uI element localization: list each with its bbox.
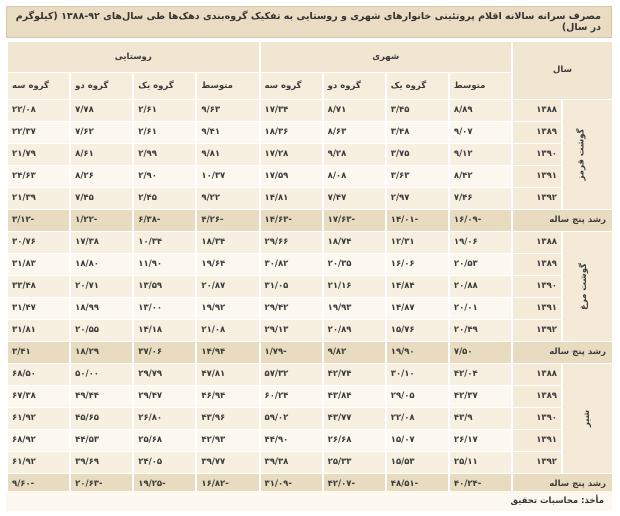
header-rural-group3: گروه سه bbox=[7, 73, 70, 100]
value-cell: ۱۴/۸۱ bbox=[260, 188, 323, 210]
header-year: سال bbox=[512, 42, 612, 100]
value-cell: ۸/۶۱ bbox=[70, 144, 133, 166]
value-cell: ۹/۰۷ bbox=[449, 122, 512, 144]
growth-row bbox=[7, 210, 612, 232]
table-row bbox=[7, 232, 612, 254]
table-row bbox=[7, 166, 612, 188]
value-cell: ۱۷/۵۹ bbox=[260, 166, 323, 188]
header-rural-group2: گروه دو bbox=[70, 73, 133, 100]
value-cell: ۳/۶۳ bbox=[386, 166, 449, 188]
value-cell: ۲۰/۳۵ bbox=[323, 254, 386, 276]
value-cell: ۱۸/۸۰ bbox=[70, 254, 133, 276]
value-cell: ۸/۴۲ bbox=[449, 166, 512, 188]
growth-value-cell: -۳۱/۰۹ bbox=[260, 474, 323, 496]
value-cell: ۴۳/۷۷ bbox=[323, 408, 386, 430]
growth-label: رشد پنج ساله bbox=[512, 342, 612, 364]
header-rural: روستایی bbox=[7, 42, 260, 73]
value-cell: ۴۳/۹۶ bbox=[196, 408, 259, 430]
value-cell: ۳۱/۴۷ bbox=[7, 298, 70, 320]
growth-label: رشد پنج ساله bbox=[512, 210, 612, 232]
year-cell: ۱۳۹۲ bbox=[512, 320, 562, 342]
category-label bbox=[562, 364, 612, 474]
growth-value-cell: -۲۰/۶۳ bbox=[70, 474, 133, 496]
category-label-text: گوشت قرمز bbox=[576, 128, 587, 181]
value-cell: ۸/۶۳ bbox=[323, 122, 386, 144]
table-row bbox=[7, 254, 612, 276]
value-cell: ۲۱/۷۹ bbox=[7, 144, 70, 166]
value-cell: ۴۹/۴۴ bbox=[70, 386, 133, 408]
value-cell: ۳۳/۴۸ bbox=[7, 276, 70, 298]
value-cell: ۱۲/۳۱ bbox=[386, 232, 449, 254]
value-cell: ۸/۲۶ bbox=[70, 166, 133, 188]
table-row bbox=[7, 144, 612, 166]
growth-label: رشد پنج ساله bbox=[512, 474, 612, 496]
value-cell: ۹/۲۲ bbox=[196, 188, 259, 210]
value-cell: ۷/۴۵ bbox=[70, 188, 133, 210]
growth-value-cell: -۳/۱۲ bbox=[7, 210, 70, 232]
header-urban-group3: گروه سه bbox=[260, 73, 323, 100]
value-cell: ۶۱/۹۲ bbox=[7, 452, 70, 474]
year-cell: ۱۳۸۹ bbox=[512, 386, 562, 408]
value-cell: ۲/۹۰ bbox=[133, 166, 196, 188]
value-cell: ۲۶/۱۷ bbox=[449, 430, 512, 452]
category-label-text: شیر bbox=[582, 409, 592, 428]
value-cell: ۳۱/۰۵ bbox=[260, 276, 323, 298]
growth-value-cell: -۱۴/۶۳ bbox=[260, 210, 323, 232]
value-cell: ۱۹/۹۲ bbox=[196, 298, 259, 320]
value-cell: ۷/۴۶ bbox=[449, 188, 512, 210]
year-cell: ۱۳۹۲ bbox=[512, 452, 562, 474]
value-cell: ۱۵/۰۷ bbox=[386, 430, 449, 452]
value-cell: ۴۶/۹۴ bbox=[196, 386, 259, 408]
growth-row bbox=[7, 342, 612, 364]
value-cell: ۹/۲۸ bbox=[323, 144, 386, 166]
value-cell: ۱۰/۳۷ bbox=[196, 166, 259, 188]
growth-value-cell: ۳/۴۱ bbox=[7, 342, 70, 364]
table-row bbox=[7, 408, 612, 430]
growth-value-cell: ۱۸/۲۹ bbox=[70, 342, 133, 364]
value-cell: ۵۹/۰۲ bbox=[260, 408, 323, 430]
header-urban-group1: گروه یک bbox=[386, 73, 449, 100]
value-cell: ۹/۸۱ bbox=[196, 144, 259, 166]
value-cell: ۲۱/۰۸ bbox=[196, 320, 259, 342]
value-cell: ۲۰/۸۷ bbox=[196, 276, 259, 298]
growth-value-cell: ۱۴/۹۴ bbox=[196, 342, 259, 364]
value-cell: ۲/۶۱ bbox=[133, 122, 196, 144]
value-cell: ۵۰/۰۰ bbox=[70, 364, 133, 386]
value-cell: ۲۱/۳۹ bbox=[7, 188, 70, 210]
year-cell: ۱۳۸۸ bbox=[512, 100, 562, 122]
value-cell: ۱۹/۶۴ bbox=[196, 254, 259, 276]
growth-value-cell: -۴۰/۲۴ bbox=[449, 474, 512, 496]
value-cell: ۲۹/۴۷ bbox=[133, 386, 196, 408]
table-body bbox=[7, 100, 612, 496]
growth-value-cell: -۶/۳۸ bbox=[133, 210, 196, 232]
value-cell: ۲/۹۹ bbox=[133, 144, 196, 166]
value-cell: ۲۰/۵۳ bbox=[449, 254, 512, 276]
value-cell: ۲۹/۴۲ bbox=[260, 298, 323, 320]
source-note: مأخذ: محاسبات تحقیق bbox=[6, 491, 612, 511]
value-cell: ۱۸/۷۴ bbox=[323, 232, 386, 254]
value-cell: ۱۵/۷۶ bbox=[386, 320, 449, 342]
value-cell: ۳۰/۷۶ bbox=[7, 232, 70, 254]
table-row bbox=[7, 452, 612, 474]
growth-value-cell: -۱۶/۸۲ bbox=[196, 474, 259, 496]
value-cell: ۱۸/۳۴ bbox=[196, 232, 259, 254]
value-cell: ۱۷/۲۸ bbox=[260, 144, 323, 166]
value-cell: ۲۰/۸۹ bbox=[323, 320, 386, 342]
value-cell: ۹/۱۲ bbox=[449, 144, 512, 166]
value-cell: ۲۹/۶۶ bbox=[260, 232, 323, 254]
value-cell: ۲۴/۰۵ bbox=[133, 452, 196, 474]
value-cell: ۳/۴۵ bbox=[386, 100, 449, 122]
value-cell: ۲/۴۵ bbox=[133, 188, 196, 210]
value-cell: ۱۹/۹۳ bbox=[323, 298, 386, 320]
category-label bbox=[562, 100, 612, 210]
value-cell: ۲۰/۵۵ bbox=[70, 320, 133, 342]
value-cell: ۱۰/۳۴ bbox=[133, 232, 196, 254]
value-cell: ۱۱/۹۰ bbox=[133, 254, 196, 276]
table-title: مصرف سرانه سالانه اقلام پروتئینی خانوارهای شهری و روستایی به تفکیک گروه‌بندی دهک‌ها طی سال‌های ۹۲-۱۳۸۸ (کیلوگرم در سال) bbox=[6, 6, 612, 38]
category-label bbox=[562, 232, 612, 342]
header-urban: شهری bbox=[260, 42, 513, 73]
value-cell: ۲۱/۱۶ bbox=[323, 276, 386, 298]
data-table bbox=[6, 42, 612, 496]
value-cell: ۳۰/۸۲ bbox=[260, 254, 323, 276]
value-cell: ۲۲/۳۷ bbox=[7, 122, 70, 144]
value-cell: ۱۸/۹۹ bbox=[70, 298, 133, 320]
value-cell: ۸/۸۹ bbox=[449, 100, 512, 122]
category-label-text: گوشت مرغ bbox=[579, 263, 590, 310]
value-cell: ۲۴/۶۳ bbox=[7, 166, 70, 188]
year-cell: ۱۳۹۰ bbox=[512, 276, 562, 298]
growth-value-cell: ۳۷/۰۶ bbox=[133, 342, 196, 364]
table-row bbox=[7, 320, 612, 342]
value-cell: ۱۸/۳۶ bbox=[260, 122, 323, 144]
header-row-groups bbox=[7, 42, 612, 73]
value-cell: ۴۲/۰۴ bbox=[449, 364, 512, 386]
value-cell: ۶۷/۳۸ bbox=[7, 386, 70, 408]
value-cell: ۲۵/۶۸ bbox=[133, 430, 196, 452]
value-cell: ۴۵/۶۵ bbox=[70, 408, 133, 430]
year-cell: ۱۳۹۱ bbox=[512, 430, 562, 452]
year-cell: ۱۳۸۹ bbox=[512, 254, 562, 276]
value-cell: ۶۱/۹۲ bbox=[7, 408, 70, 430]
value-cell: ۱۳/۵۹ bbox=[133, 276, 196, 298]
value-cell: ۱۴/۸۴ bbox=[386, 276, 449, 298]
header-urban-group2: گروه دو bbox=[323, 73, 386, 100]
growth-value-cell: -۹/۶۰ bbox=[7, 474, 70, 496]
growth-value-cell: -۱۷/۶۳ bbox=[323, 210, 386, 232]
table-row bbox=[7, 100, 612, 122]
growth-value-cell: -۴/۲۶ bbox=[196, 210, 259, 232]
growth-value-cell: -۱۹/۲۵ bbox=[133, 474, 196, 496]
value-cell: ۷/۴۷ bbox=[323, 188, 386, 210]
value-cell: ۱۵/۵۳ bbox=[386, 452, 449, 474]
table-row bbox=[7, 188, 612, 210]
growth-value-cell: -۴۸/۵۱ bbox=[386, 474, 449, 496]
value-cell: ۲۶/۸۰ bbox=[133, 408, 196, 430]
value-cell: ۶۰/۲۴ bbox=[260, 386, 323, 408]
header-rural-group1: گروه یک bbox=[133, 73, 196, 100]
value-cell: ۳۹/۶۹ bbox=[70, 452, 133, 474]
value-cell: ۶۸/۹۲ bbox=[7, 430, 70, 452]
growth-value-cell: -۱/۲۲ bbox=[70, 210, 133, 232]
value-cell: ۳۹/۳۸ bbox=[260, 452, 323, 474]
value-cell: ۷/۷۸ bbox=[70, 100, 133, 122]
value-cell: ۱۶/۰۶ bbox=[386, 254, 449, 276]
value-cell: ۲۲/۰۸ bbox=[7, 100, 70, 122]
table-row bbox=[7, 386, 612, 408]
value-cell: ۱۹/۰۶ bbox=[449, 232, 512, 254]
value-cell: ۸/۷۱ bbox=[323, 100, 386, 122]
value-cell: ۱۷/۳۴ bbox=[260, 100, 323, 122]
value-cell: ۳/۷۵ bbox=[386, 144, 449, 166]
value-cell: ۴۲/۳۷ bbox=[449, 386, 512, 408]
value-cell: ۳۰/۱۰ bbox=[386, 364, 449, 386]
year-cell: ۱۳۹۰ bbox=[512, 144, 562, 166]
value-cell: ۱۳/۰۰ bbox=[133, 298, 196, 320]
value-cell: ۲۹/۷۹ bbox=[133, 364, 196, 386]
growth-value-cell: -۱/۷۹ bbox=[260, 342, 323, 364]
value-cell: ۴۴/۹۰ bbox=[260, 430, 323, 452]
value-cell: ۲۵/۳۳ bbox=[323, 452, 386, 474]
value-cell: ۳۱/۸۱ bbox=[7, 320, 70, 342]
growth-value-cell: -۴۲/۰۷ bbox=[323, 474, 386, 496]
value-cell: ۱۷/۳۸ bbox=[70, 232, 133, 254]
value-cell: ۲/۶۱ bbox=[133, 100, 196, 122]
value-cell: ۷/۶۲ bbox=[70, 122, 133, 144]
value-cell: ۲۶/۶۸ bbox=[323, 430, 386, 452]
value-cell: ۲۰/۴۹ bbox=[449, 320, 512, 342]
year-cell: ۱۳۹۱ bbox=[512, 298, 562, 320]
value-cell: ۹/۴۱ bbox=[196, 122, 259, 144]
value-cell: ۶۸/۵۰ bbox=[7, 364, 70, 386]
growth-value-cell: -۱۶/۰۹ bbox=[449, 210, 512, 232]
year-cell: ۱۳۹۲ bbox=[512, 188, 562, 210]
value-cell: ۵۷/۳۲ bbox=[260, 364, 323, 386]
value-cell: ۴۳/۹ bbox=[449, 408, 512, 430]
header-rural-average: متوسط bbox=[196, 73, 259, 100]
year-cell: ۱۳۹۰ bbox=[512, 408, 562, 430]
value-cell: ۱۴/۸۷ bbox=[386, 298, 449, 320]
value-cell: ۴۴/۵۳ bbox=[70, 430, 133, 452]
table-row bbox=[7, 276, 612, 298]
value-cell: ۲۹/۰۵ bbox=[386, 386, 449, 408]
growth-value-cell: ۱۹/۹۰ bbox=[386, 342, 449, 364]
header-urban-average: متوسط bbox=[449, 73, 512, 100]
table-row bbox=[7, 122, 612, 144]
value-cell: ۱۴/۱۸ bbox=[133, 320, 196, 342]
value-cell: ۲۵/۱۱ bbox=[449, 452, 512, 474]
year-cell: ۱۳۸۸ bbox=[512, 364, 562, 386]
value-cell: ۳۱/۸۳ bbox=[7, 254, 70, 276]
value-cell: ۴۲/۹۳ bbox=[196, 430, 259, 452]
table-row bbox=[7, 430, 612, 452]
value-cell: ۲۹/۱۳ bbox=[260, 320, 323, 342]
growth-value-cell: -۱۴/۰۱ bbox=[386, 210, 449, 232]
value-cell: ۲۲/۰۸ bbox=[386, 408, 449, 430]
table-row bbox=[7, 298, 612, 320]
value-cell: ۴۲/۷۴ bbox=[323, 364, 386, 386]
growth-value-cell: ۷/۵۰ bbox=[449, 342, 512, 364]
year-cell: ۱۳۹۱ bbox=[512, 166, 562, 188]
value-cell: ۲۰/۷۱ bbox=[70, 276, 133, 298]
value-cell: ۹/۶۳ bbox=[196, 100, 259, 122]
growth-value-cell: ۹/۸۲ bbox=[323, 342, 386, 364]
year-cell: ۱۳۸۹ bbox=[512, 122, 562, 144]
value-cell: ۲۰/۸۸ bbox=[449, 276, 512, 298]
value-cell: ۴۳/۸۴ bbox=[323, 386, 386, 408]
value-cell: ۲/۹۷ bbox=[386, 188, 449, 210]
value-cell: ۳۹/۷۷ bbox=[196, 452, 259, 474]
value-cell: ۲۰/۰۱ bbox=[449, 298, 512, 320]
year-cell: ۱۳۸۸ bbox=[512, 232, 562, 254]
table-row bbox=[7, 364, 612, 386]
value-cell: ۳/۴۸ bbox=[386, 122, 449, 144]
value-cell: ۸/۰۸ bbox=[323, 166, 386, 188]
value-cell: ۴۷/۸۱ bbox=[196, 364, 259, 386]
